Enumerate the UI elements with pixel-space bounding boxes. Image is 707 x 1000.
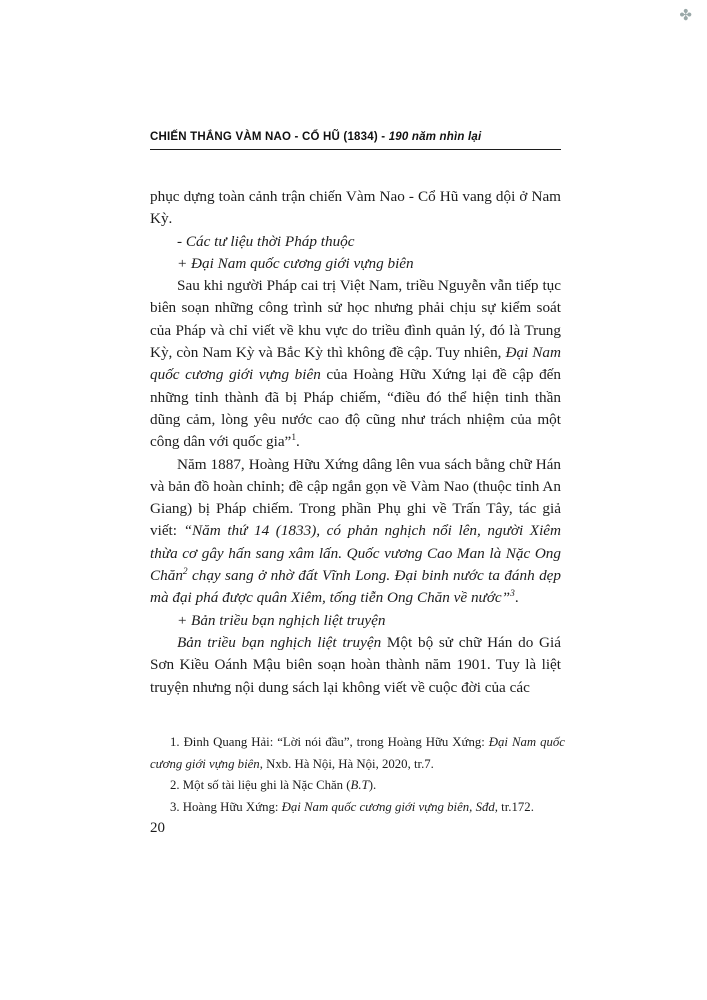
body-text	[150, 186, 561, 699]
footnotes	[150, 732, 565, 818]
subheading-french-period-sources: - Các tư liệu thời Pháp thuộc	[177, 232, 355, 250]
running-header: CHIẾN THẮNG VÀM NAO - CỔ HŨ (1834) - 190 năm nhìn lại	[150, 131, 561, 150]
flower-ornament-icon: ✤	[679, 6, 692, 24]
subheading-dai-nam-quoc-cuong-gioi-vung-bien: + Đại Nam quốc cương giới vựng biên	[177, 254, 414, 272]
page-number: 20	[150, 820, 165, 836]
paragraph-1887-book: Năm 1887, Hoàng Hữu Xứng dâng lên vua sách bằng chữ Hán và bản đồ hoàn chỉnh; đề cập ngắn gọn về Vàm Nao (thuộc tỉnh An Giang) bị Pháp chiếm. Trong phần Phụ ghi về Trấn Tây, tác giả viết: “Năm thứ 14 (1833), có phản nghịch nổi lên, người Xiêm thừa cơ gây hấn sang xâm lấn. Quốc vương Cao Man là Nặc Ong Chăn$^2$ chạy sang ở nhờ đất Vĩnh Long. Đại binh nước ta đánh dẹp mà đại phá được quân Xiêm, tống tiễn Ong Chăn về nước”$^3$.	[150, 455, 562, 607]
paragraph-nguyen-historiography: Sau khi người Pháp cai trị Việt Nam, triều Nguyễn vẫn tiếp tục biên soạn những công trình sử học nhưng phải chịu sự kiểm soát của Pháp và chỉ viết về khu vực do triều đình quản lý, đó là Trung Kỳ, còn Nam Kỳ và Bắc Kỳ thì không đề cập. Tuy nhiên, Đại Nam quốc cương giới vựng biên của Hoàng Hữu Xứng lại đề cập đến những tỉnh thành đã bị Pháp chiếm, “điều đó thể hiện tinh thần dũng cảm, lòng yêu nước cao độ cũng như trách nhiệm của một công dân với quốc gia”$^1$.	[150, 277, 562, 451]
paragraph-kieu-oanh-mau: Bản triều bạn nghịch liệt truyện Một bộ sử chữ Hán do Giá Sơn Kiều Oánh Mậu biên soạn hoàn thành năm 1901. Tuy là liệt truyện nhưng nội dung sách lại không viết về cuộc đời của các	[150, 633, 561, 696]
paragraph-continuation: phục dựng toàn cảnh trận chiến Vàm Nao - Cổ Hũ vang dội ở Nam Kỳ.	[150, 188, 561, 228]
subheading-ban-trieu-ban-nghich-liet-truyen: + Bản triều bạn nghịch liệt truyện	[177, 611, 386, 629]
footnote-2: 2. Một số tài liệu ghi là Nặc Chăn (B.T).	[170, 778, 377, 792]
footnote-1: 1. Đinh Quang Hải: “Lời nói đầu”, trong Hoàng Hữu Xứng: Đại Nam quốc cương giới vựng biên, Nxb. Hà Nội, Hà Nội, 2020, tr.7.	[150, 735, 565, 771]
footnote-3: 3. Hoàng Hữu Xứng: Đại Nam quốc cương giới vựng biên, Sđd, tr.172.	[170, 799, 534, 814]
